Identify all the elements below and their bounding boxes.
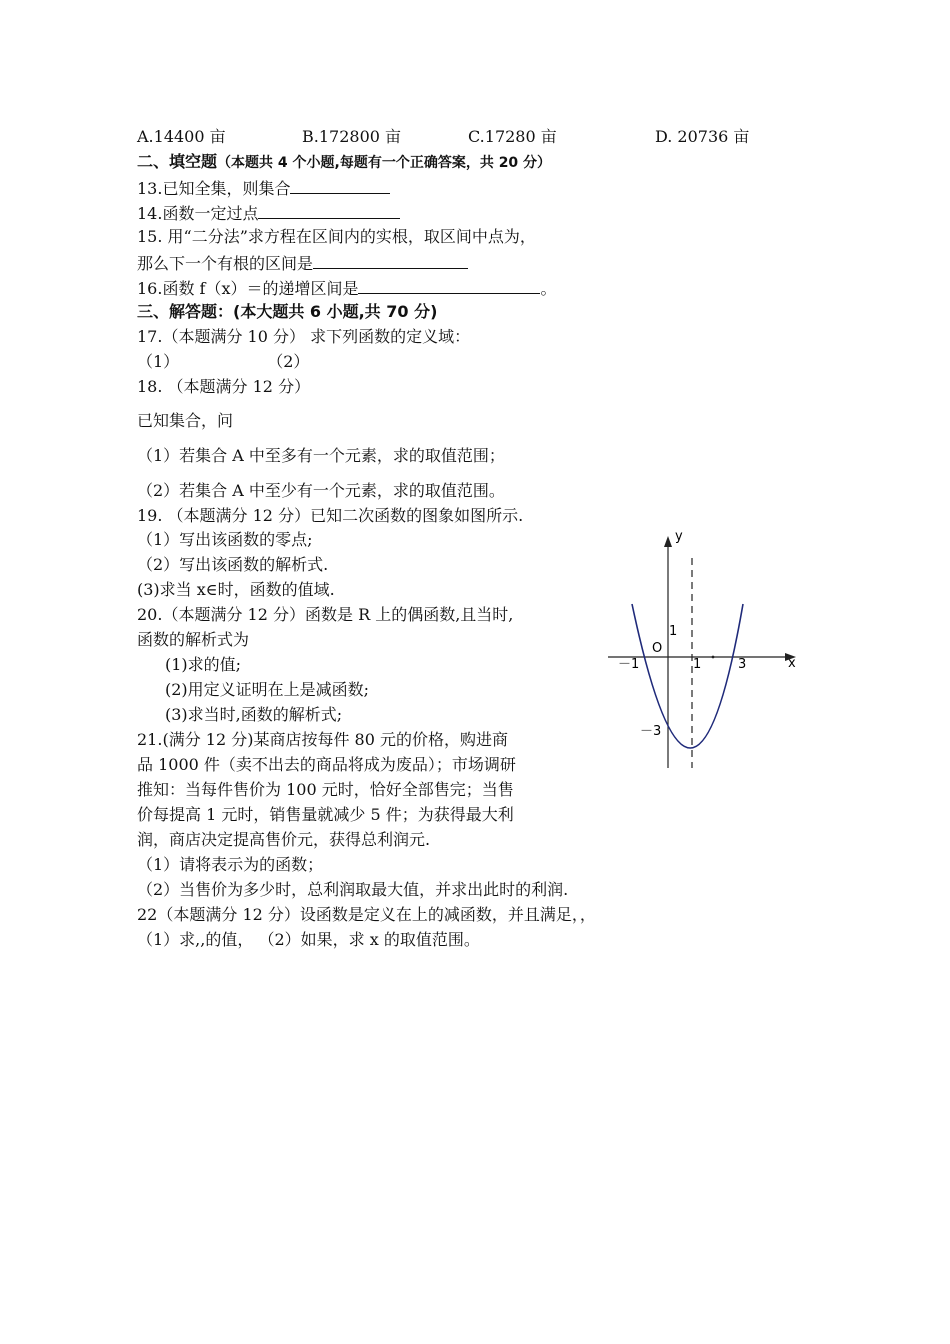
axis-dot — [712, 656, 715, 659]
y-axis-label: y — [675, 529, 683, 544]
q16-line — [137, 277, 557, 299]
y-axis-arrow — [664, 536, 672, 547]
parabola-graph — [600, 528, 810, 773]
tick-1-x: 1 — [693, 657, 702, 672]
q19-p2: （2）写出该函数的解析式. — [137, 555, 329, 574]
choice-d: D. 20736 亩 — [655, 127, 750, 146]
q18-given: 已知集合，问 — [137, 411, 234, 430]
q16-end: 。 — [540, 279, 557, 298]
q14-text: 14.函数一定过点 — [137, 204, 259, 223]
choice-c: C.17280 亩 — [468, 127, 557, 146]
parabola-figure — [600, 528, 810, 773]
q19-p1: （1）写出该函数的零点; — [137, 530, 313, 549]
q21-p1: （1）请将表示为的函数； — [137, 855, 324, 874]
q21-line2: 品 1000 件（卖不出去的商品将成为废品）；市场调研 — [137, 755, 516, 774]
q16-text: 16.函数 f（x）＝的递增区间是 — [137, 279, 359, 298]
section2-note: （本题共 4 个小题,每题有一个正确答案，共 20 分） — [217, 155, 552, 171]
q14-blank — [258, 202, 400, 219]
q17-p1: （1） — [137, 352, 180, 371]
q15-blank — [313, 252, 468, 269]
q17-stem: 17.（本题满分 10 分） 求下列函数的定义域： — [137, 327, 471, 346]
q19-p3: (3)求当 x∈时，函数的值域. — [137, 580, 335, 599]
tick-3: 3 — [738, 657, 747, 672]
q17-p2: （2） — [267, 352, 310, 371]
q20-stem: 20.（本题满分 12 分）函数是 R 上的偶函数,且当时, — [137, 605, 514, 624]
q21-line1: 21.(满分 12 分)某商店按每件 80 元的价格，购进商 — [137, 730, 508, 749]
q15-line1: 15. 用“二分法”求方程在区间内的实根，取区间中点为， — [137, 227, 536, 246]
choice-b: B.172800 亩 — [302, 127, 402, 146]
q21-line3: 推知：当每件售价为 100 元时，恰好全部售完；当售 — [137, 780, 514, 799]
q21-p2: （2）当售价为多少时，总利润取最大值，并求出此时的利润. — [137, 880, 569, 899]
q15-text: 那么下一个有根的区间是 — [137, 254, 314, 273]
q13-blank — [290, 177, 390, 194]
tick-neg1: －1 — [618, 657, 640, 672]
q20-p2: (2)用定义证明在上是减函数; — [165, 680, 370, 699]
q18-p2: （2）若集合 A 中至少有一个元素，求的取值范围。 — [137, 481, 505, 500]
section2-heading: 二、填空题 — [137, 152, 218, 171]
q13-text: 13.已知全集，则集合 — [137, 179, 291, 198]
q20-p1: (1)求的值; — [165, 655, 242, 674]
q19-stem: 19. （本题满分 12 分）已知二次函数的图象如图所示. — [137, 506, 524, 525]
q15-line2 — [137, 252, 468, 274]
origin-label: O — [652, 641, 663, 656]
choice-a: A.14400 亩 — [137, 127, 226, 146]
q20-p3: (3)求当时,函数的解析式; — [165, 705, 343, 724]
q16-blank — [358, 277, 540, 294]
tick-neg3: －3 — [640, 724, 662, 739]
q21-line4: 价每提高 1 元时，销售量就减少 5 件；为获得最大利 — [137, 805, 514, 824]
x-axis-label: x — [788, 656, 796, 671]
q22-stem: 22（本题满分 12 分）设函数是定义在上的减函数，并且满足，， — [137, 905, 596, 924]
q13-line — [137, 177, 390, 199]
q18-stem: 18. （本题满分 12 分） — [137, 377, 311, 396]
q22-parts: （1）求,,的值， （2）如果，求 x 的取值范围。 — [137, 930, 480, 949]
q21-line5: 润，商店决定提高售价元，获得总利润元. — [137, 830, 431, 849]
q18-p1: （1）若集合 A 中至多有一个元素，求的取值范围； — [137, 446, 505, 465]
q17-parts — [137, 352, 309, 372]
section3-heading: 三、解答题：(本大题共 6 小题,共 70 分) — [137, 302, 438, 321]
q20-stem2: 函数的解析式为 — [137, 630, 250, 649]
q14-line — [137, 202, 400, 224]
section2-heading-line — [137, 152, 551, 173]
tick-1-y: 1 — [669, 624, 678, 639]
